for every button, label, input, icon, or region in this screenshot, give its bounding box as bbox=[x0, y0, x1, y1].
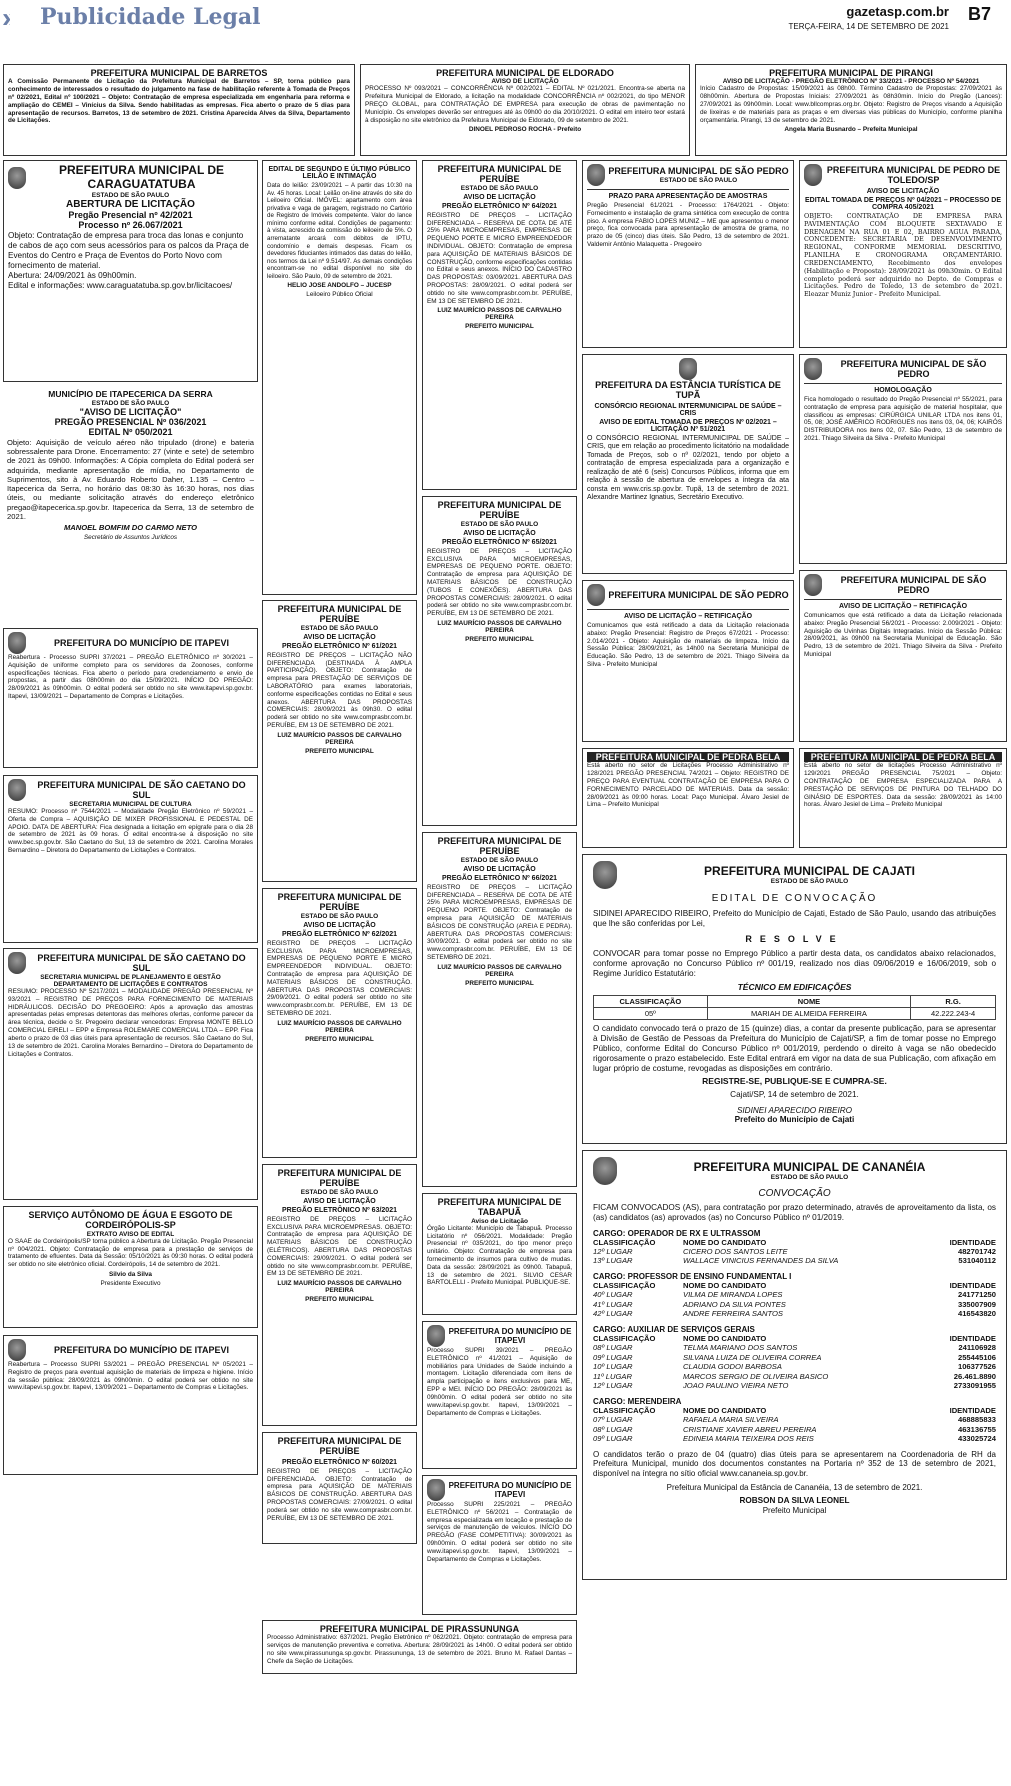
notice-role: PREFEITO MUNICIPAL bbox=[465, 323, 534, 331]
table-cell: MARIAH DE ALMEIDA FERREIRA bbox=[707, 1007, 910, 1019]
candidate-table bbox=[593, 995, 996, 1020]
table-row bbox=[593, 1415, 996, 1424]
table-cell: 482701742 bbox=[957, 1246, 996, 1256]
notice-role: PREFEITO MUNICIPAL bbox=[465, 979, 534, 987]
table-cell: 42.222.243-4 bbox=[911, 1007, 996, 1019]
notice-subtitle: AVISO DE LICITAÇÃO bbox=[866, 188, 940, 195]
table-cell: 12º LUGAR bbox=[593, 1381, 633, 1391]
notice-itapevi-1 bbox=[3, 628, 258, 768]
notice-pedra-bela-1 bbox=[582, 748, 794, 848]
notice-subtitle: AVISO DE LICITAÇÃO – RETIFICAÇÃO bbox=[838, 603, 968, 610]
section-title: Publicidade Legal bbox=[40, 4, 261, 30]
notice-signature: SIDINEI APARECIDO RIBEIRO bbox=[736, 1105, 853, 1115]
cargo-heading: CARGO: MERENDEIRA bbox=[593, 1396, 682, 1406]
table-cell: 468885833 bbox=[957, 1415, 996, 1425]
table-cell: EDINEIA MARIA TEIXEIRA DOS REIS bbox=[683, 1434, 814, 1444]
coat-of-arms-icon bbox=[593, 861, 617, 889]
notice-title: SERVIÇO AUTÔNOMO DE ÁGUA E ESGOTO DE CORDEIRÓPOLIS-SP bbox=[28, 1210, 233, 1231]
notice-sao-caetano-2 bbox=[3, 948, 258, 1200]
pregao-number: PREGÃO ELETRÔNICO Nº 60/2021 bbox=[282, 1458, 397, 1466]
notice-body: Reabertura - Processo SUPRI 37/2021 – PREGÃO ELETRÔNICO nº 30/2021 – Aquisição de uniforme completo para os servidores da Zoonoses, conforme especificações técnicas. Fica aberto o período para credenciamento e envio de propostas, a partir das 08h00min do dia 15/09/2021. INÍCIO DO PREGÃO: 28/09/2021 às 09h00min. O edital poderá ser obtido no site www.itapevi.sp.gov.br. Itapevi, 13/09/2021 – Departamento de Compras e Licitações. bbox=[8, 654, 253, 701]
notice-caraguatatuba bbox=[3, 160, 258, 382]
notice-heading: EDITAL TOMADA DE PREÇOS Nº 04/2021 – PROCESSO DE COMPRA 405/2021 bbox=[804, 197, 1001, 211]
notice-date: Prefeitura Municipal da Estância de Cananéia, 13 de setembro de 2021. bbox=[666, 1482, 923, 1492]
notice-sao-pedro-1 bbox=[582, 160, 794, 348]
notice-body: REGISTRO DE PREÇOS – LICITAÇÃO EXCLUSIVA PARA MICROEMPRESAS, EMPRESAS DE PEQUENO PORTE E MICRO EMPREENDEDOR INDIVIDUAL. OBJETO: Contratação de empresa para AQUISIÇÃO DE MATERIAIS BÁSICOS DE CONSTRUÇÃO. ABERTURA DAS PROPOSTAS COMERCIAIS: 29/09/2021. O edital poderá ser obtido no site www.comprasbr.com.br. PERUÍBE, EM 13 DE SETEMBRO DE 2021. bbox=[267, 939, 412, 1017]
coat-of-arms-icon bbox=[427, 1479, 445, 1501]
table-cell: JOAO PAULINO VIEIRA NETO bbox=[683, 1381, 789, 1391]
notice-title: PREFEITURA MUNICIPAL DE PEDRA BELA bbox=[587, 752, 789, 762]
table-cell: 463136755 bbox=[957, 1424, 996, 1434]
notice-body: Processo SUPRI 225/2021 – PREGÃO ELETRÔNICO nº 56/2021 – Contratação de empresa especializada em locação e prestação de serviços de manutenção de veículos. INÍCIO DO PREGÃO (FASE COMPETITIVA): 30/09/2021 às 09h00min. O edital poderá ser obtido no site www.itapevi.sp.gov.br. Itapevi, 13/09/2021 – Departamento de Compras e Licitações. bbox=[427, 1501, 572, 1563]
notice-title: PREFEITURA MUNICIPAL DE PERUÍBE bbox=[277, 1436, 402, 1457]
notice-sao-pedro-4 bbox=[799, 570, 1007, 742]
notice-subtitle: PRAZO PARA APRESENTAÇÃO DE AMOSTRAS bbox=[608, 193, 768, 200]
notice-body: OBJETO: CONTRATAÇÃO DE EMPRESA PARA PAVIMENTAÇÃO COM BLOQUETE SEXTAVADO E DRENAGEM NA RUA 01 E 02, BAIRRO AGUA PARADA, CONCEDENTE: SECRETARIA DE DESENVOLVIMENTO REGIONAL, CONFORME MEMORIAL DESCRITIVO, PLANILHA E CRONOGRAMA ORÇAMENTÁRIO. CREDENCIAMENTO, Recebimento dos envelopes (Habilitação e Proposta): 28/09/2021 às 09h30min. O Edital completo poderá ser adquirido no Depto. de Compras e Licitações. Pedro de Toledo, 13 de setembro de 2021. Eleazar Muniz Junior - Prefeito Municipal. bbox=[804, 212, 1002, 299]
table-cell: 2733091955 bbox=[953, 1381, 996, 1391]
notice-state: ESTADO DE SÃO PAULO bbox=[770, 1174, 849, 1182]
notice-title: PREFEITURA MUNICIPAL DE SÃO PEDRO bbox=[840, 358, 987, 379]
notice-pedra-bela-2 bbox=[799, 748, 1007, 848]
site-name[interactable]: gazetasp.com.br bbox=[846, 4, 949, 19]
cargo-heading: CARGO: AUXILIAR DE SERVIÇOS GERAIS bbox=[593, 1324, 755, 1334]
notice-subtitle: AVISO DE LICITAÇÃO – RETIFICAÇÃO bbox=[623, 613, 753, 620]
table-cell: 05º bbox=[594, 1007, 708, 1019]
coat-of-arms-icon bbox=[8, 1339, 26, 1361]
notice-object: Objeto: Contratação de empresa para troca das lonas e conjunto de cabos de aço com seus acessórios para os palcos da Praça de Eventos do Centro e Praça de Eventos do Porto Novo com fornecimento de material. bbox=[8, 230, 249, 270]
notice-pirassununga bbox=[262, 1620, 577, 1674]
table-cell: 09º LUGAR bbox=[593, 1434, 633, 1444]
pregao-number: PREGÃO ELETRÔNICO Nº 66/2021 bbox=[442, 874, 557, 882]
notice-itapevi-3 bbox=[422, 1321, 577, 1469]
notice-state: ESTADO DE SÃO PAULO bbox=[460, 184, 539, 192]
notice-title: PREFEITURA MUNICIPAL DE PERUÍBE bbox=[437, 164, 562, 185]
notice-link[interactable]: Edital e informações: www.caraguatatuba.sp.gov.br/licitacoes/ bbox=[8, 280, 233, 290]
table-row bbox=[593, 1362, 996, 1371]
edital-number: EDITAL Nº 050/2021 bbox=[88, 427, 173, 438]
table-cell: VILMA DE MIRANDA LOPES bbox=[683, 1290, 783, 1300]
column-header: NOME DO CANDIDATO bbox=[683, 1280, 767, 1290]
table-cell: 531040112 bbox=[958, 1256, 996, 1266]
notice-signature: LUIZ MAURÍCIO PASSOS DE CARVALHO PEREIRA bbox=[277, 731, 402, 746]
notice-signature: LUIZ MAURÍCIO PASSOS DE CARVALHO PEREIRA bbox=[437, 963, 562, 978]
table-cell: 26.461.8890 bbox=[953, 1371, 996, 1381]
notice-peruibe-1 bbox=[422, 160, 577, 490]
column-header: NOME DO CANDIDATO bbox=[683, 1333, 767, 1343]
table-cell: 41º LUGAR bbox=[593, 1299, 633, 1309]
table-cell: CICERO DOS SANTOS LEITE bbox=[683, 1246, 788, 1256]
notice-body: REGISTRO DE PREÇOS – LICITAÇÃO DIFERENCIADA – RESERVA DE COTA DE ATÉ 25% PARA MICROEMPRESAS, EMPRESAS DE PEQUENO PORTE. OBJETO: Contratação de empresa para AQUISIÇÃO DE MATERIAIS BÁSICOS DE CONSTRUÇÃO (AREIA E PEDRA). ABERTURA DAS PROPOSTAS COMERCIAIS: 30/09/2021. O edital poderá ser obtido no site www.comprasbr.com.br. PERUÍBE, EM 13 DE SETEMBRO DE 2021. bbox=[427, 883, 572, 961]
table-row bbox=[593, 1309, 996, 1318]
notice-title: PREFEITURA MUNICIPAL DE ELDORADO bbox=[436, 68, 614, 78]
table-cell: SILVANA LUIZA DE OLIVEIRA CORREA bbox=[683, 1352, 822, 1362]
table-cell: 13º LUGAR bbox=[593, 1256, 633, 1266]
table-row bbox=[593, 1425, 996, 1434]
notice-title: PREFEITURA MUNICIPAL DE PIRASSUNUNGA bbox=[319, 1624, 520, 1634]
notice-itapecerica bbox=[3, 388, 258, 616]
table-cell: 255445106 bbox=[957, 1352, 996, 1362]
notice-state: ESTADO DE SÃO PAULO bbox=[460, 520, 539, 528]
column-header: R.G. bbox=[911, 995, 996, 1007]
notice-title: PREFEITURA MUNICIPAL DE PERUÍBE bbox=[437, 836, 562, 857]
table-cell: WALLACE VINICIUS FERNANDES DA SILVA bbox=[683, 1256, 839, 1266]
notice-body: Processo Administrativo: 637/2021. Pregão Eletrônico nº 062/2021. Objeto: contratação de empresa para serviços de manutenção preventiva e corretiva. Abertura: 28/09/2021 às 14h00. O edital poderá ser obtido no site www.pirassununga.sp.gov.br. Pirassununga, 13 de setembro de 2021. Bruno M. Rafael Dantas – Chefe da Seção de Licitações. bbox=[267, 1634, 572, 1665]
coat-of-arms-icon bbox=[8, 167, 26, 189]
process-number: Processo nº 26.067/2021 bbox=[78, 220, 183, 231]
table-header-row bbox=[593, 1281, 996, 1290]
notice-subtitle: AVISO DE LICITAÇÃO - PREGÃO ELETRÔNICO Nº 33/2021 - PROCESSO Nº 54/2021 bbox=[722, 78, 980, 86]
column-header: CLASSIFICAÇÃO bbox=[593, 1333, 656, 1343]
notice-body: REGISTRO DE PREÇOS – LICITAÇÃO DIFERENCIADA – RESERVA DE COTA DE ATÉ 25% PARA MICROEMPRESAS, EMPRESAS DE PEQUENO PORTE E MICRO EMPREENDEDOR INDIVIDUAL. OBJETO: Contratação de empresa para AQUISIÇÃO DE MATERIAIS BÁSICOS DE CONSTRUÇÃO, conforme especificações contidas no Edital e seus anexos. INÍCIO DO CADASTRO DAS PROPOSTAS: 03/09/2021. ABERTURA DAS PROPOSTAS: 28/09/2021. O edital poderá ser obtido no site www.comprasbr.com.br. PERUÍBE, EM 13 DE SETEMBRO DE 2021. bbox=[427, 211, 572, 305]
notice-subtitle: AVISO DE LICITAÇÃO bbox=[491, 78, 559, 86]
notice-subtitle: AVISO DE LICITAÇÃO bbox=[303, 921, 376, 929]
cargo-heading: CARGO: OPERADOR DE RX E ULTRASSOM bbox=[593, 1228, 761, 1238]
notice-title: PREFEITURA MUNICIPAL DE SÃO CAETANO DO SUL bbox=[37, 780, 246, 800]
notice-heading: AVISO DE EDITAL TOMADA DE PREÇOS Nº 02/2021 – LICITAÇÃO Nº 51/2021 bbox=[599, 418, 777, 433]
page-number: B7 bbox=[967, 4, 991, 24]
notice-title: PREFEITURA MUNICIPAL DE CAJATI bbox=[704, 863, 915, 878]
notice-body: Reabertura – Processo SUPRI 53/2021 – PREGÃO PRESENCIAL Nº 05/2021 – Registro de preços para eventual aquisição de materiais de limpeza e higiene. Início da sessão pública: 28/09/2021 às 09h00min. O edital poderá ser obtido no site www.itapevi.sp.gov.br. Itapevi, 13/09/2021 – Departamento de Compras e Licitações. bbox=[8, 1361, 253, 1392]
column-header: CLASSIFICAÇÃO bbox=[593, 1405, 656, 1415]
table-cell: TELMA MARIANO DOS SANTOS bbox=[683, 1343, 798, 1353]
notice-body: Está aberto no setor de licitações Processo Administrativo nº 129/2021 PREGÃO PRESENCIAL 75/2021 – Objeto: CONTRATAÇÃO DE EMPRESA ESPECIALIZADA PARA A PRESTAÇÃO DE SERVIÇOS DE PINTURA DO TELHADO DO GINÁSIO DE ESPORTES. Data da sessão: 28/09/2021 às 14:00 horas. Álvaro Jesiel de Lima – Prefeito Municipal bbox=[804, 762, 1002, 809]
notice-state: ESTADO DE SÃO PAULO bbox=[91, 399, 170, 407]
notice-signature: HELIO JOSE ANDOLFO – JUCESP bbox=[287, 282, 392, 290]
notice-barretos bbox=[3, 64, 355, 156]
notice-body: RESUMO: Processo nº 7544/2021 – Modalidade Pregão Eletrônico nº 59/2021 – Oferta de Compra – AQUISIÇÃO DE MIXER PROFISSIONAL E PEDESTAL DE APOIO. DATA DE ABERTURA: Fica designada a licitação em epígrafe para o dia 28 de setembro de 2021 às 09 horas. O edital encontra-se à disposição no site www.bec.sp.gov.br. São Caetano do Sul, 13 de setembro de 2021. Carolina Morales Bernardino – Diretora do Departamento de Licitações e Contratos. bbox=[8, 808, 253, 855]
notice-signature: LUIZ MAURÍCIO PASSOS DE CARVALHO PEREIRA bbox=[277, 1280, 402, 1295]
notice-department: DEPARTAMENTO DE LICITAÇÕES E CONTRATOS bbox=[53, 981, 208, 988]
notice-role: Prefeito Municipal bbox=[762, 1505, 827, 1515]
notice-signature: ROBSON DA SILVA LEONEL bbox=[739, 1496, 850, 1506]
notice-body: Pregão Presencial 61/2021 - Processo: 1764/2021 - Objeto: Fornecimento e instalação de grama sintética com execução de contra piso. A empresa FABIO LOPES MUNIZ – ME que apresentou o menor preço, fica convocada para apresentação de amostra de grama, no prazo de 05 (cinco) dias úteis. São Pedro, 13 de setembro de 2021. Valdemir Antônio Malaquetta - Pregoeiro bbox=[587, 202, 789, 249]
coat-of-arms-icon bbox=[427, 1325, 445, 1347]
notice-title: PREFEITURA MUNICIPAL DE CANANÉIA bbox=[693, 1159, 926, 1174]
notice-pirangi bbox=[695, 64, 1007, 156]
notice-body: Processo SUPRI 39/2021 – PREGÃO ELETRÔNICO nº 41/2021 – Aquisição de mobiliários para Unidades de Saúde incluindo a montagem. Licitação diferenciada com itens de ampla participação e itens exclusivos para ME, EPP e MEI. INÍCIO DO PREGÃO: 28/09/2021 às 09h00min. O edital poderá ser obtido no site www.itapevi.sp.gov.br. Itapevi, 13/09/2021 – Departamento de Compras e Licitações. bbox=[427, 1347, 572, 1417]
pregao-number: PREGÃO ELETRÔNICO Nº 63/2021 bbox=[282, 1206, 397, 1214]
notice-convocation: CONVOCAR para tomar posse no Emprego Público a partir desta data, os candidatos abaixo relacionados, conforme aprovação no Concurso Público nº 001/19, realizado nos dias 09/06/2019 e 16/06/2019, sob o Regime Jurídico Estatutário: bbox=[593, 948, 996, 978]
notice-intro: SIDINEI APARECIDO RIBEIRO, Prefeito do Município de Cajati, Estado de São Paulo, usando das atribuições que lhe são conferidas por Lei, bbox=[593, 908, 996, 928]
notice-title: PREFEITURA MUNICIPAL DE SÃO PEDRO bbox=[840, 574, 987, 595]
table-cell: 10º LUGAR bbox=[593, 1362, 633, 1372]
notice-opening: Abertura: 24/09/2021 às 09h00min. bbox=[8, 270, 137, 280]
table-cell: 335007909 bbox=[957, 1299, 996, 1309]
notice-role: PREFEITO MUNICIPAL bbox=[305, 1296, 374, 1304]
notice-title: PREFEITURA MUNICIPAL DE PIRANGI bbox=[769, 68, 933, 78]
notice-intro: FICAM CONVOCADOS (AS), para contratação por prazo determinado, através de aproveitamento da lista, os (as) candidatos (as) aprovados (as) no Concurso Público nº 01/2019. bbox=[593, 1202, 996, 1222]
notice-cajati bbox=[582, 854, 1007, 1144]
pregao-number: Pregão Presencial nº 42/2021 bbox=[68, 210, 193, 221]
notice-subtitle: AVISO DE LICITAÇÃO bbox=[463, 865, 536, 873]
notice-title: PREFEITURA MUNICIPAL DE CARAGUATATUBA bbox=[58, 163, 225, 191]
notice-body: REGISTRO DE PREÇOS – LICITAÇÃO EXCLUSIVA PARA MICROEMPRESAS, EMPRESAS DE PEQUENO PORTE. OBJETO: Contratação de empresa para AQUISIÇÃO DE MATERIAIS BÁSICOS DE CONSTRUÇÃO (TUBOS E CONEXÕES). ABERTURA DAS PROPOSTAS COMERCIAIS: 28/09/2021. O edital poderá ser obtido no site www.comprasbr.com.br. PERUÍBE, EM 13 DE SETEMBRO DE 2021. bbox=[427, 547, 572, 618]
column-header: NOME bbox=[707, 995, 910, 1007]
notice-subtitle: SECRETARIA MUNICIPAL DE CULTURA bbox=[69, 801, 192, 808]
notice-signature: LUIZ MAURÍCIO PASSOS DE CARVALHO PEREIRA bbox=[437, 620, 562, 634]
notice-peruibe-7 bbox=[262, 1432, 417, 1544]
notice-title: MUNICÍPIO DE ITAPECERICA DA SERRA bbox=[48, 389, 213, 399]
notice-resolve: RESOLVE bbox=[745, 933, 844, 944]
table-cell: CRISTIANE XAVIER ABREU PEREIRA bbox=[683, 1424, 817, 1434]
column-header: IDENTIDADE bbox=[949, 1237, 996, 1247]
notice-title: PREFEITURA MUNICIPAL DE BARRETOS bbox=[90, 68, 268, 78]
notice-body: Está aberto no setor de Licitações Processo Administrativo nº 128/2021 PREGÃO PRESENCIAL 74/2021 – Objeto: REGISTRO DE PREÇO PARA EVENTUAL CONTRATAÇÃO DE EMPRESA PARA O FORNECIMENTO PARCELADO DE MATERIAIS. Data da sessão: 28/09/2021 às 09:00 horas. Local: Paço Municipal. Álvaro Jesiel de Lima – Prefeito Municipal bbox=[587, 762, 789, 809]
page-header bbox=[0, 0, 1011, 48]
table-header-row bbox=[593, 1334, 996, 1343]
notice-title: PREFEITURA MUNICIPAL DE PERUÍBE bbox=[277, 892, 402, 913]
table-cell: ANDRE FERREIRA SANTOS bbox=[683, 1309, 784, 1319]
notice-subtitle: Aviso de Licitação bbox=[471, 1217, 528, 1225]
notice-peruibe-5 bbox=[422, 832, 577, 1187]
notice-title: PREFEITURA MUNICIPAL DE PERUÍBE bbox=[277, 604, 402, 625]
notice-signature: LUIZ MAURÍCIO PASSOS DE CARVALHO PEREIRA bbox=[277, 1019, 402, 1034]
notice-tupa bbox=[582, 354, 794, 574]
notice-leilao bbox=[262, 160, 417, 595]
notice-subtitle: AVISO DE LICITAÇÃO bbox=[463, 193, 536, 201]
notice-role: PREFEITO MUNICIPAL bbox=[305, 1035, 374, 1043]
notice-title: PREFEITURA MUNICIPAL DE SÃO PEDRO bbox=[608, 589, 789, 600]
notice-itapevi-2 bbox=[3, 1335, 258, 1475]
pregao-number: PREGÃO ELETRÔNICO Nº 65/2021 bbox=[442, 538, 557, 546]
coat-of-arms-icon bbox=[587, 584, 605, 606]
table-cell: 11º LUGAR bbox=[593, 1371, 632, 1381]
notice-title: PREFEITURA MUNICIPAL DE PERUÍBE bbox=[277, 1168, 402, 1189]
table-row bbox=[593, 1300, 996, 1309]
candidate-groups bbox=[593, 1229, 996, 1444]
notice-body: O CONSÓRCIO REGIONAL INTERMUNICIPAL DE SAÚDE – CRIS, que em relação ao procedimento licitatório na modalidade Tomada de Preços, sob o nº 02/2021, tendo por objeto a contratação de empresa especializada para a organização e realização de até 6 (seis) Concursos Públicos, informa que em relação à sessão de abertura de envelopes a íntegra da ata consta em www.cris.sp.gov.br. Tupã, 13 de setembro de 2021. Alexandre Martinez Ignatius, Secretário Executivo. bbox=[587, 434, 789, 502]
column-header: CLASSIFICAÇÃO bbox=[593, 1280, 656, 1290]
notice-itapevi-4 bbox=[422, 1475, 577, 1615]
notice-peruibe-3 bbox=[262, 888, 417, 1158]
notice-subtitle: EDITAL DE CONVOCAÇÃO bbox=[711, 893, 878, 904]
notice-signature: Silvio da Silva bbox=[109, 1270, 152, 1278]
notice-subtitle: SECRETARIA MUNICIPAL DE PLANEJAMENTO E GESTÃO bbox=[40, 974, 221, 981]
notice-signature: MANOEL BOMFIM DO CARMO NETO bbox=[63, 523, 198, 533]
notice-title: PREFEITURA MUNICIPAL DE SÃO PEDRO bbox=[608, 166, 789, 177]
notice-cananeia bbox=[582, 1150, 1007, 1580]
pregao-number: PREGÃO ELETRÔNICO Nº 62/2021 bbox=[282, 930, 397, 938]
notice-subtitle: CONSÓRCIO REGIONAL INTERMUNICIPAL DE SAÚDE – CRIS bbox=[594, 402, 782, 417]
notice-state: ESTADO DE SÃO PAULO bbox=[770, 878, 849, 886]
chevron-right-icon: » bbox=[2, 2, 10, 33]
coat-of-arms-icon bbox=[679, 358, 697, 380]
table-cell: 09º LUGAR bbox=[593, 1352, 633, 1362]
notice-body: Início Cadastro de Propostas: 15/09/2021 às 08h00. Término Cadastro de Propostas: 27/09/2021 às 08h00min. Abertura de Propostas Iniciais: 27/09/2021 às 08h30min. Início do Pregão (Lances): 27/09/2021 às 09h00min. Local: www.bllcompras.org.br. Objeto: Registro de Preços visando a Aquisição de lixeiras e de materiais para as praças e em diversas vias públicas do Município, conforme planilha orçamentária. Pirangi, 13 de setembro de 2021. bbox=[700, 85, 1002, 124]
column-header: IDENTIDADE bbox=[949, 1333, 996, 1343]
notice-tabapua bbox=[422, 1193, 577, 1315]
notice-signature: Angela Maria Busnardo – Prefeita Municipal bbox=[784, 126, 918, 134]
column-header: NOME DO CANDIDATO bbox=[683, 1237, 767, 1247]
table-row bbox=[594, 1007, 996, 1019]
coat-of-arms-icon bbox=[593, 1157, 617, 1185]
coat-of-arms-icon bbox=[8, 779, 26, 801]
table-cell: 106377526 bbox=[957, 1362, 996, 1372]
column-header: CLASSIFICAÇÃO bbox=[594, 995, 708, 1007]
notice-title: PREFEITURA DO MUNICÍPIO DE ITAPEVI bbox=[53, 1345, 229, 1355]
table-cell: 08º LUGAR bbox=[593, 1424, 633, 1434]
table-row bbox=[593, 1381, 996, 1390]
coat-of-arms-icon bbox=[804, 164, 822, 186]
pregao-number: PREGÃO ELETRÔNICO Nº 61/2021 bbox=[282, 642, 397, 650]
notice-pedro-de-toledo bbox=[799, 160, 1007, 348]
table-row bbox=[593, 1434, 996, 1443]
notice-registre: REGISTRE-SE, PUBLIQUE-SE E CUMPRA-SE. bbox=[702, 1075, 887, 1086]
notice-signature: LUIZ MAURÍCIO PASSOS DE CARVALHO PEREIRA bbox=[437, 307, 562, 322]
notice-state: ESTADO DE SÃO PAULO bbox=[460, 856, 539, 864]
notice-peruibe-6 bbox=[262, 1164, 417, 1426]
table-header-row bbox=[593, 1406, 996, 1415]
notice-closing: O candidatos terão o prazo de 04 (quatro) dias úteis para se apresentarem na Coordenadoria de RH da Prefeitura Municipal, munido dos documentos constantes na Portaria nº 352 de 13 de setembro de 2021, disponível na íntegra no sítio oficial www.cananeia.sp.gov.br. bbox=[593, 1449, 996, 1479]
notice-saae-cordeiropolis bbox=[3, 1206, 258, 1328]
table-cell: 433025724 bbox=[957, 1434, 996, 1444]
table-cell: 416543820 bbox=[957, 1309, 996, 1319]
notice-role: PREFEITO MUNICIPAL bbox=[465, 636, 534, 643]
table-row bbox=[593, 1290, 996, 1299]
table-row bbox=[593, 1343, 996, 1352]
coat-of-arms-icon bbox=[804, 358, 822, 380]
notice-signature: DINOEL PEDROSO ROCHA - Prefeito bbox=[468, 126, 582, 134]
notice-state: ESTADO DE SÃO PAULO bbox=[91, 191, 170, 199]
table-title: TÉCNICO EM EDIFICAÇÕES bbox=[737, 981, 852, 992]
notice-subtitle: AVISO DE LICITAÇÃO bbox=[303, 633, 376, 641]
pregao-number: PREGÃO PRESENCIAL Nº 036/2021 bbox=[54, 417, 207, 428]
table-cell: MARCOS SERGIO DE OLIVEIRA BASICO bbox=[683, 1371, 829, 1381]
table-cell: 42º LUGAR bbox=[593, 1309, 633, 1319]
notice-body: Data do leilão: 23/09/2021 – A partir das 10:30 na Av. 45 horas. Local: Leilão on-line através do site do Leiloeiro Oficial. IMÓVEL: apartamento com área privativa e vaga de garagem, registrado no Cartório de Registro de Imóveis competente. Valor do lance mínimo conforme edital. Condições de pagamento: à vista, acrescido da comissão do leiloeiro de 5%. O arrematante arcará com débitos de IPTU, condomínio e demais despesas. Ficam os devedores fiduciantes intimados das datas do leilão, nos termos da Lei nº 9.514/97. As demais condições encontram-se no edital disponível no site do leiloeiro. São Paulo, 09 de setembro de 2021. bbox=[267, 182, 412, 280]
notice-title: PREFEITURA MUNICIPAL DE PEDRA BELA bbox=[804, 752, 1002, 762]
notice-subtitle: CONVOCAÇÃO bbox=[758, 1188, 831, 1199]
notice-sao-caetano-1 bbox=[3, 775, 258, 943]
table-cell: 241771250 bbox=[957, 1290, 996, 1300]
notice-title: PREFEITURA DA ESTÂNCIA TURÍSTICA DE TUPÃ bbox=[595, 380, 781, 401]
notice-state: ESTADO DE SÃO PAULO bbox=[659, 176, 738, 184]
notice-role: Presidente Executivo bbox=[100, 1279, 161, 1287]
notice-body: Órgão Licitante: Município de Tabapuã. Processo Licitatório nº 056/2021. Modalidade: Pregão Presencial nº 035/2021, do tipo menor preço unitário. Objeto: Contratação de empresa para fornecimento de insumos para cultivo de mudas. Data da sessão: 28/09/2021 às 09h00. Tabapuã, 13 de setembro de 2021. SILVIO CESAR BARTOLELLI - Prefeito Municipal. PUBLIQUE-SE. bbox=[427, 1224, 572, 1287]
notice-body: RESUMO: PROCESSO Nº 5217/2021 – MODALIDADE PREGÃO PRESENCIAL Nº 93/2021 – REGISTRO DE PREÇOS PARA FORNECIMENTO DE MATERIAIS HIDRÁULICOS. DECISÃO DO PREGOEIRO: Após a aprovação das amostras apresentadas pelas empresas detentoras das melhores ofertas, conforme parecer da área técnica, decide o Sr. Pregoeiro declarar vencedoras: Empresa MONTE BELLO COMERCIAL EIRELI – EPP e Empresa ROLEMARE COMERCIAL LTDA – EPP. Fica aberto o prazo de 03 dias úteis para apresentação de recursos. São Caetano do Sul, 13 de setembro de 2021. Carolina Morales Bernardino – Diretora do Departamento de Licitações e Contratos. bbox=[8, 988, 253, 1058]
table-cell: 241106928 bbox=[958, 1343, 996, 1353]
notice-state: ESTADO DE SÃO PAULO bbox=[300, 1188, 379, 1196]
notice-subtitle: AVISO DE LICITAÇÃO bbox=[303, 1197, 376, 1205]
notice-body: O candidato convocado terá o prazo de 15 (quinze) dias, a contar da presente publicação, para se apresentar à Divisão de Gestão de Pessoas da Prefeitura do Município de Cajati/SP, a fim de tomar posse no Emprego Público, conforme Edital do Concurso Público nº 001/2019, perdendo o direito à vaga se não obedecido rigorosamente o prazo estabelecido. Este Edital entrará em vigor na data de sua Publicação, com afixação em lugar próprio de costume, revogadas as disposições em contrário. bbox=[593, 1023, 996, 1073]
notice-title: PREFEITURA MUNICIPAL DE PEDRO DE TOLEDO/SP bbox=[826, 164, 1001, 185]
notice-body: REGISTRO DE PREÇOS – LICITAÇÃO DIFERENCIADA. OBJETO: Contratação de empresa para AQUISIÇÃO DE MATERIAIS BÁSICOS DE CONSTRUÇÃO. ABERTURA DAS PROPOSTAS COMERCIAIS: 27/09/2021. O edital poderá ser obtido no site www.comprasbr.com.br. PERUÍBE, EM 13 DE SETEMBRO DE 2021. bbox=[267, 1467, 412, 1522]
notice-state: ESTADO DE SÃO PAULO bbox=[300, 912, 379, 920]
table-cell: RAFAELA MARIA SILVEIRA bbox=[683, 1415, 779, 1425]
coat-of-arms-icon bbox=[804, 574, 822, 596]
table-cell: CLAUDIA GODOI BARBOSA bbox=[683, 1362, 782, 1372]
notice-body: Comunicamos que está retificado a data da Licitação relacionada abaixo: Pregão Presencial 56/2021 - Processo: 2.009/2021 - Objeto: Aquisição de Uvinhas Digitais Integradas. Início da Sessão Pública: 28/09/2021, às 09h00 na Secretaria Municipal de Educação. São Pedro, 13 de setembro de 2021. Thiago Silveira da Silva - Prefeito Municipal bbox=[804, 612, 1002, 659]
table-cell: 12º LUGAR bbox=[593, 1246, 633, 1256]
notice-subtitle: HOMOLOGAÇÃO bbox=[874, 387, 932, 394]
column-header: NOME DO CANDIDATO bbox=[683, 1405, 767, 1415]
notice-subtitle: EXTRATO AVISO DE EDITAL bbox=[86, 1230, 175, 1238]
notice-role: Secretário de Assuntos Jurídicos bbox=[83, 534, 178, 542]
notice-role: PREFEITO MUNICIPAL bbox=[305, 747, 374, 755]
notice-subtitle: AVISO DE LICITAÇÃO bbox=[463, 529, 536, 537]
publication-date: TERÇA-FEIRA, 14 DE SETEMBRO DE 2021 bbox=[788, 22, 949, 31]
table-row bbox=[593, 1353, 996, 1362]
notice-date: Cajati/SP, 14 de setembro de 2021. bbox=[730, 1090, 859, 1100]
coat-of-arms-icon bbox=[587, 164, 605, 186]
notice-subtitle: "AVISO DE LICITAÇÃO" bbox=[79, 406, 182, 417]
notice-title: PREFEITURA MUNICIPAL DE PERUÍBE bbox=[437, 500, 562, 521]
table-cell: ADRIANO DA SILVA PONTES bbox=[683, 1299, 786, 1309]
table-row bbox=[593, 1372, 996, 1381]
notice-sao-pedro-3 bbox=[799, 354, 1007, 564]
table-cell: 40º LUGAR bbox=[593, 1290, 633, 1300]
notice-body: Objeto: Aquisição de veículo aéreo não tripulado (drone) e bateria sobressalente para Drone. Encerramento: 27 (vinte e sete) de setembro de 2021 às 09h00. Informações: A Cópia completa do Edital poderá ser adquirida, mediante apresentação de mídia, no Departamento de Suprimentos, sito à Av. Eduardo Roberto Daher, 1.135 – Centro – Itapecerica da Serra, no horário das 08:30 às 16:30 horas, nos dias úteis, ou mediante solicitação através do endereço eletrônico pregao@itapecerica.sp.gov.br. Itapecerica da Serra, 13 de setembro de 2021. bbox=[7, 437, 254, 521]
notice-role: Leiloeiro Público Oficial bbox=[306, 291, 373, 299]
column-header: IDENTIDADE bbox=[949, 1405, 996, 1415]
table-header-row bbox=[593, 1238, 996, 1247]
notice-body: REGISTRO DE PREÇOS – LICITAÇÃO NÃO DIFERENCIADA (DESTINADA À AMPLA PARTICIPAÇÃO). OBJETO: Contratação de empresa para PRESTAÇÃO DE SERVIÇOS DE LABORATÓRIO para exames laboratoriais, conforme especificações contidas no Edital e seus anexos. ABERTURA DAS PROPOSTAS COMERCIAIS: 28/09/2021 às 09h30. O edital poderá ser obtido no site www.comprasbr.com.br. PERUÍBE, EM 13 DE SETEMBRO DE 2021. bbox=[267, 651, 412, 729]
notice-peruibe-4 bbox=[422, 496, 577, 826]
notice-title: PREFEITURA DO MUNICÍPIO DE ITAPEVI bbox=[448, 1327, 572, 1345]
notice-peruibe-2 bbox=[262, 600, 417, 882]
table-row bbox=[593, 1247, 996, 1256]
notice-body: O SAAE de Cordeirópolis/SP torna público a Abertura de Licitação. Pregão Presencial nº 004/2021. Objeto: Contratação de empresa para a prestação de serviços de tratamento de efluentes. Data da Sessão: 05/10/2021 às 09:30 horas. O edital poderá ser obtido no site eletrônico oficial. Cordeirópolis, 14 de setembro de 2021. bbox=[8, 1237, 253, 1269]
column-header: CLASSIFICAÇÃO bbox=[593, 1237, 656, 1247]
notice-body: REGISTRO DE PREÇOS – LICITAÇÃO EXCLUSIVA PARA MICROEMPRESAS. OBJETO: Contratação de empresa para AQUISIÇÃO DE MATERIAIS BÁSICOS DE CONSTRUÇÃO (ELÉTRICOS). ABERTURA DAS PROPOSTAS COMERCIAIS: 29/09/2021. O edital poderá ser obtido no site www.comprasbr.com.br. PERUÍBE, EM 13 DE SETEMBRO DE 2021. bbox=[267, 1215, 412, 1278]
cargo-heading: CARGO: PROFESSOR DE ENSINO FUNDAMENTAL I bbox=[593, 1271, 792, 1281]
notice-state: ESTADO DE SÃO PAULO bbox=[300, 624, 379, 632]
notice-title: PREFEITURA MUNICIPAL DE TABAPUÃ bbox=[437, 1197, 562, 1218]
table-header-row bbox=[594, 995, 996, 1007]
notice-body: A Comissão Permanente de Licitação da Prefeitura Municipal de Barretos – SP, torna público para conhecimento de interessados o resultado do julgamento na fase de habilitação referente à Tomada de Preços nº 02/2021, Edital nº 100/2021 – Objeto: Contratação de empresa especializada em engenharia para reforma e ampliação do CEMEI – Vinícius da Silva. Sendo habilitadas as empresas. Fica aberto o prazo de 5 dias para apresentação de recursos. Barretos, 13 de setembro de 2021. Cristina Aparecida Alves da Silva, Departamento de Licitações. bbox=[8, 78, 350, 125]
notice-title: PREFEITURA DO MUNICÍPIO DE ITAPEVI bbox=[448, 1481, 572, 1499]
notice-body: Fica homologado o resultado do Pregão Presencial nº 55/2021, para contratação de empresa para aquisição de material hospitalar, que classificou as empresas: CIRÚRGICA UNILAR LTDA nos itens 01, 05, 08; JOSÉ AMÉRICO RODRIGUES nos itens 03, 04, 06; KAIRÓS DISTRIBUIDORA nos itens 02, 07. São Pedro, 13 de setembro de 2021. Thiago Silveira da Silva - Prefeito Municipal bbox=[804, 396, 1002, 443]
notice-title: PREFEITURA MUNICIPAL DE SÃO CAETANO DO SUL bbox=[37, 953, 246, 973]
notice-body: Comunicamos que está retificado a data da Licitação relacionada abaixo: Pregão Presencial: Registro de Preços 67/2021 - Processo: 2.014/2021 - Objeto: Aquisição de materiais de limpeza. Início da Sessão Pública: 28/09/2021, às 14h00 na Secretaria Municipal de Educação. São Pedro, 13 de setembro de 2021. Thiago Silveira da Silva - Prefeito Municipal bbox=[587, 622, 789, 669]
notice-role: Prefeito do Município de Cajati bbox=[734, 1115, 855, 1125]
coat-of-arms-icon bbox=[8, 952, 26, 974]
notice-subtitle: ABERTURA DE LICITAÇÃO bbox=[66, 198, 195, 210]
table-cell: 08º LUGAR bbox=[593, 1343, 633, 1353]
pregao-number: PREGÃO ELETRÔNICO Nº 64/2021 bbox=[442, 202, 557, 210]
notice-title: PREFEITURA DO MUNICÍPIO DE ITAPEVI bbox=[53, 638, 229, 648]
table-row bbox=[593, 1256, 996, 1265]
notice-title: EDITAL DE SEGUNDO E ÚLTIMO PÚBLICO LEILÃO E INTIMAÇÃO bbox=[268, 166, 411, 180]
notice-eldorado bbox=[360, 64, 690, 156]
notice-sao-pedro-2 bbox=[582, 580, 794, 742]
coat-of-arms-icon bbox=[8, 632, 26, 654]
column-header: IDENTIDADE bbox=[949, 1280, 996, 1290]
notice-body: PROCESSO Nº 093/2021 – CONCORRÊNCIA Nº 002/2021 – EDITAL Nº 021/2021. Encontra-se aberta na Prefeitura Municipal de Eldorado, a licitação na modalidade CONCORRÊNCIA nº 002/2021, do tipo MENOR PREÇO GLOBAL, para CONTRATAÇÃO DE EMPRESA para execução de obras de pavimentação no Município. Os envelopes deverão ser entregues até às 09h00 do dia 20/10/2021. O edital em inteiro teor estará à disposição no site eletrônico da Prefeitura Municipal de Eldorado, 09 de setembro de 2021. bbox=[365, 85, 685, 124]
table-cell: 07º LUGAR bbox=[593, 1415, 633, 1425]
